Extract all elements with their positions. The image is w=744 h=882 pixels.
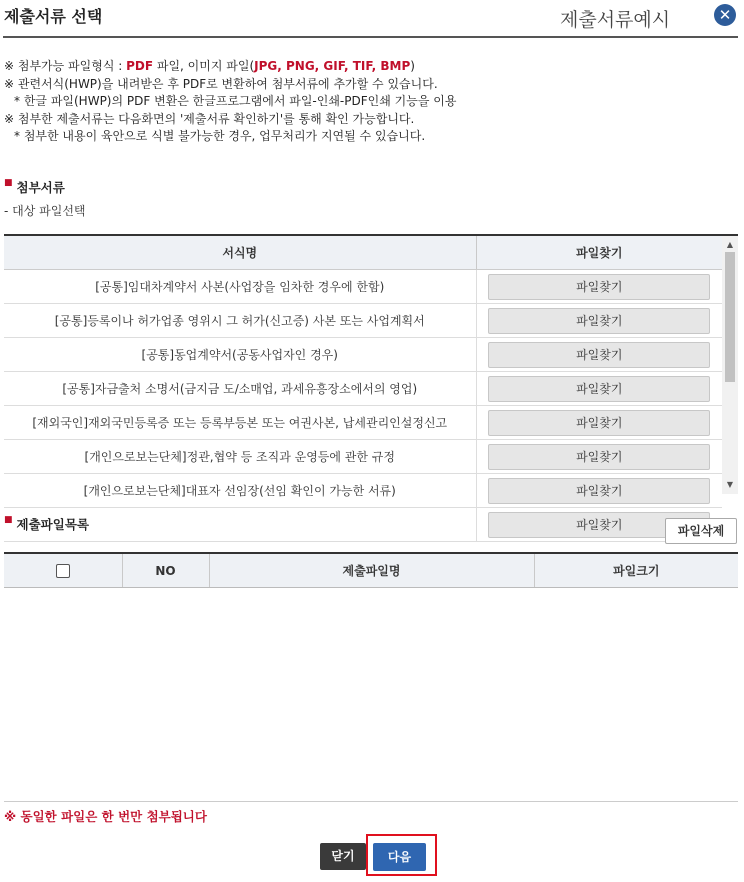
delete-file-button[interactable]: 파일삭제: [665, 518, 737, 544]
find-file-button[interactable]: 파일찾기: [488, 410, 710, 436]
column-header-form-name: 서식명: [4, 236, 476, 270]
document-list-scrollbar[interactable]: [722, 236, 738, 494]
notice-line-convert: ※ 관련서식(HWP)을 내려받은 후 PDF로 변환하여 첨부서류에 추가할 수 있습니다.: [4, 76, 438, 91]
title-divider: [3, 36, 738, 38]
close-icon[interactable]: ✕: [714, 4, 736, 26]
form-name: [개인으로보는단체]대표자 선임장(선임 확인이 가능한 서류): [4, 474, 476, 508]
table-row: [4, 270, 722, 304]
find-file-button[interactable]: 파일찾기: [488, 274, 710, 300]
scroll-down-icon[interactable]: ▼: [726, 480, 734, 489]
submission-example-link[interactable]: 제출서류예시: [560, 9, 671, 31]
notice-line-delay: * 첨부한 내용이 육안으로 식별 불가능한 경우, 업무처리가 지연될 수 있습니다.: [14, 129, 426, 144]
next-button[interactable]: 다음: [373, 843, 426, 871]
table-row: [4, 406, 722, 440]
notice-line-formats: ※ 첨부가능 파일형식 : PDF 파일, 이미지 파일(JPG, PNG, GIF, TIF, BMP): [4, 59, 415, 73]
find-file-button[interactable]: 파일찾기: [488, 444, 710, 470]
select-all-checkbox[interactable]: [56, 564, 70, 578]
table-row: [4, 338, 722, 372]
notice-line-hwp: * 한글 파일(HWP)의 PDF 변환은 한글프로그램에서 파일-인쇄-PDF인쇄 기능을 이용: [14, 94, 457, 109]
modal-title: 제출서류 선택: [4, 7, 103, 26]
form-name: [재외국인]재외국민등록증 또는 등록부등본 또는 여권사본, 납세관리인설정신고: [4, 406, 476, 440]
duplicate-file-warning: ※ 동일한 파일은 한 번만 첨부됩니다: [4, 809, 207, 824]
table-row: [4, 508, 722, 542]
table-row: [4, 372, 722, 406]
form-name: [공통]등록이나 허가업종 영위시 그 허가(신고증) 사본 또는 사업계획서: [4, 304, 476, 338]
form-name: [개인으로보는단체]정관,협약 등 조직과 운영등에 관한 규정: [4, 440, 476, 474]
find-file-button[interactable]: 파일찾기: [488, 512, 710, 538]
scrollbar-thumb[interactable]: [725, 252, 735, 382]
bullet-icon: ■: [4, 515, 13, 525]
file-section-title: ■ 제출파일목록: [4, 515, 89, 532]
table-row: [4, 440, 722, 474]
bullet-icon: ■: [4, 178, 13, 188]
footer-divider: [4, 801, 738, 802]
find-file-button[interactable]: 파일찾기: [488, 478, 710, 504]
column-header-file-size: 파일크기: [534, 553, 738, 588]
column-header-file-name: 제출파일명: [209, 553, 534, 588]
find-file-button[interactable]: 파일찾기: [488, 376, 710, 402]
document-table: [4, 236, 722, 542]
form-name: [공통]자금출처 소명서(금지금 도/소매업, 과세유흥장소에서의 영업): [4, 372, 476, 406]
form-name: [공통]임대차계약서 사본(사업장을 임차한 경우에 한함): [4, 270, 476, 304]
form-name: [공통]동업계약서(공동사업자인 경우): [4, 338, 476, 372]
attach-section-subtitle: - 대상 파일선택: [4, 204, 86, 218]
submitted-file-table: [4, 552, 738, 588]
scroll-up-icon[interactable]: ▲: [726, 240, 734, 249]
table-row: [4, 304, 722, 338]
column-header-file-find: 파일찾기: [476, 236, 722, 270]
table-row: [4, 474, 722, 508]
notice-box: [4, 58, 456, 146]
notice-line-confirm: ※ 첨부한 제출서류는 다음화면의 '제출서류 확인하기'를 통해 확인 가능합니다.: [4, 111, 415, 126]
close-button[interactable]: 닫기: [320, 843, 366, 870]
attach-section-title: ■ 첨부서류: [4, 178, 65, 195]
column-header-no: NO: [122, 553, 209, 588]
find-file-button[interactable]: 파일찾기: [488, 342, 710, 368]
find-file-button[interactable]: 파일찾기: [488, 308, 710, 334]
